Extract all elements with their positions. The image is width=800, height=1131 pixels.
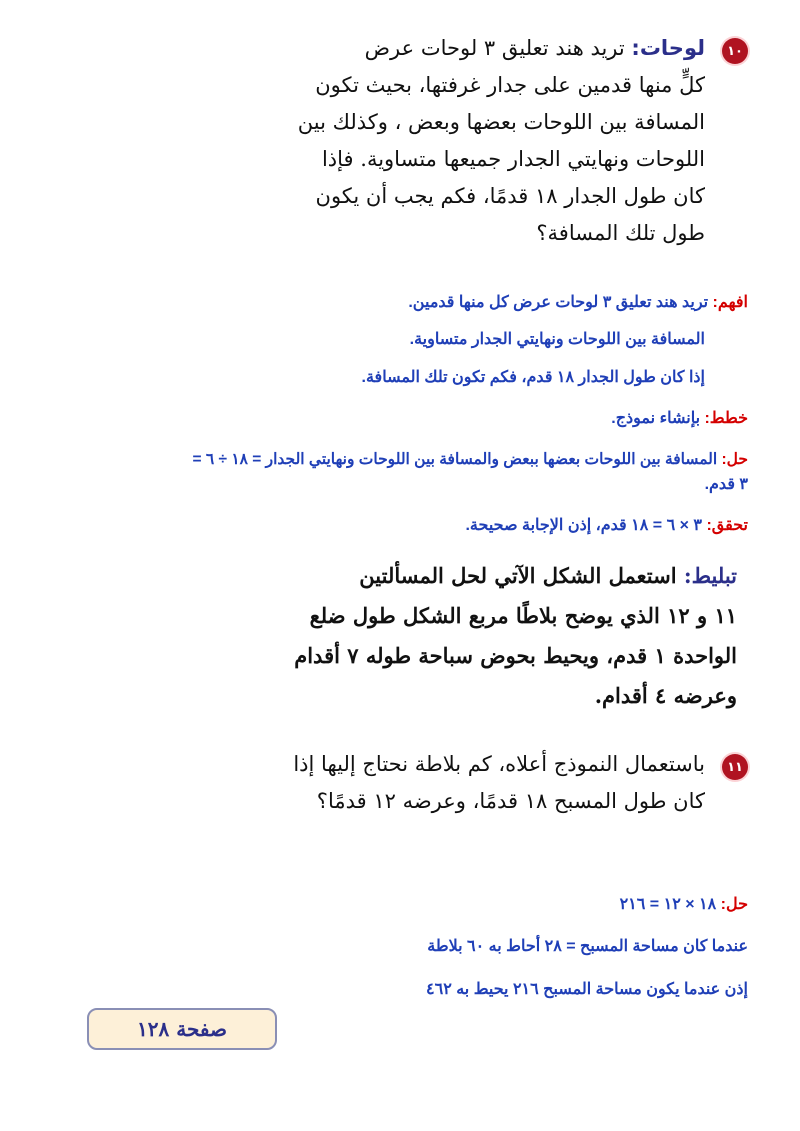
solve-row [193,450,749,469]
problem-10-line: المسافة بين اللوحات بعضها وبعض ، وكذلك بين [297,110,705,134]
problem-10-text [275,30,705,252]
check-row [465,515,748,535]
application-title: تبليط: [683,563,737,588]
plan-label: خطط: [704,410,748,427]
problem-number: ١٠ [727,43,743,59]
problem-10-line-1 [275,30,705,67]
solve-line-2: ٣ قدم. [704,476,748,493]
solve-11-label: حل: [720,896,748,913]
understand-line-2: المسافة بين اللوحات ونهايتي الجدار متساوية. [409,331,705,348]
problem-11-line: كان طول المسبح ١٨ قدمًا، وعرضه ١٢ قدمًا؟ [316,789,705,813]
problem-11-line: باستعمال النموذج أعلاه، كم بلاطة نحتاج إليها إذا [293,752,705,776]
solve-label: حل: [721,451,748,468]
problem-10-line-1-rest: تريد هند تعليق ٣ لوحات عرض [364,36,632,60]
page-number-box [87,1008,277,1050]
application-line: ١١ و ١٢ الذي يوضح بلاطًا مربع الشكل طول ضلع [309,603,737,628]
application-block [294,556,737,716]
problem-number-badge-10 [722,38,748,64]
understand-line-3: إذا كان طول الجدار ١٨ قدم، فكم تكون تلك المسافة. [361,369,705,386]
application-line: وعرضه ٤ أقدام. [594,683,737,708]
problem-10-line: كلٍّ منها قدمين على جدار غرفتها، بحيث تكون [315,73,705,97]
solve-text: المسافة بين اللوحات بعضها ببعض والمسافة بين اللوحات ونهايتي الجدار = ١٨ ÷ ٦ = [192,451,722,468]
problem-10-line: طول تلك المسافة؟ [536,221,705,245]
problem-11-text [255,746,705,820]
plan-text: بإنشاء نموذج. [611,410,705,427]
solve-11-text: ١٨ × ١٢ = ٢١٦ [619,896,721,913]
solve-11-line-3: إذن عندما يكون مساحة المسبح ٢١٦ يحيط به ٤٦٢ [426,981,748,998]
check-text: ٣ × ٦ = ١٨ قدم، إذن الإجابة صحيحة. [465,517,707,534]
problem-number-badge-11 [722,754,748,780]
solve-11-line-2: عندما كان مساحة المسبح = ٢٨ أحاط به ٦٠ بلاطة [427,938,748,955]
understand-row [408,292,748,312]
page-number-label: صفحة ١٢٨ [137,1017,227,1041]
plan-row [611,408,748,428]
application-line-1-rest: استعمل الشكل الآتي لحل المسألتين [359,563,684,588]
problem-10-line: كان طول الجدار ١٨ قدمًا، فكم يجب أن يكون [315,184,705,208]
application-line-1 [317,556,737,596]
check-label: تحقق: [706,517,748,534]
understand-label: افهم: [712,294,748,311]
problem-number: ١١ [727,759,743,775]
understand-text: تريد هند تعليق ٣ لوحات عرض كل منها قدمين. [408,294,713,311]
problem-10-title: لوحات: [631,36,705,60]
solve-11-row [620,894,748,914]
problem-10-line: اللوحات ونهايتي الجدار جميعها متساوية. فإذا [321,147,705,171]
application-line: الواحدة ١ قدم، ويحيط بحوض سباحة طوله ٧ أقدام [294,643,737,668]
